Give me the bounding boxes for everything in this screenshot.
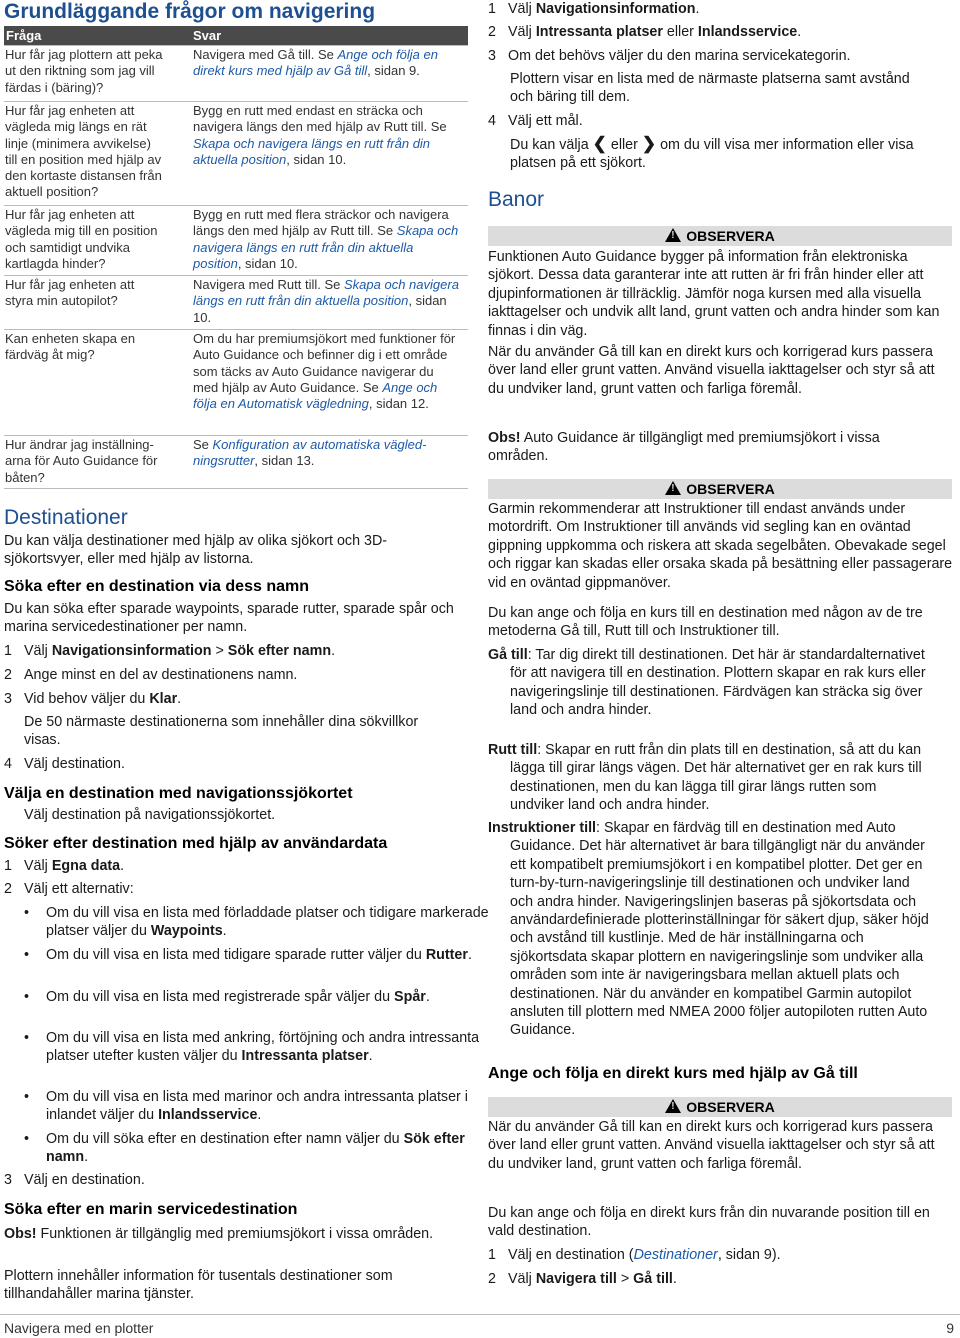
table-cell-question (5, 47, 185, 96)
link-destinations[interactable]: Destinationer (633, 1247, 718, 1263)
marine-step-4: 4 Välj ett mål. (488, 113, 583, 129)
question-line: till en position med hjälp av (5, 151, 162, 167)
subsection-title-marine: Söka efter en marin servicedestination (4, 1201, 298, 1218)
courses-note: Obs! Auto Guidance är tillgängligt med premiumsjökort i vissa områden. (488, 430, 880, 465)
chevron-right-icon: ❯ (641, 134, 657, 153)
warning-icon: ! (665, 1099, 681, 1113)
table-bottom-divider (4, 488, 468, 489)
table-cell-answer: Bygg en rutt med flera sträckor och navigera längs den med hjälp av Rutt till. Se Skapa och navigera längs en rutt från din aktuella position, sidan 10. (193, 207, 459, 271)
search-name-step-3-note: De 50 närmaste destinationerna som innehåller dina sökvillkor visas. (24, 714, 419, 749)
goto-para: Du kan ange och följa en direkt kurs från din nuvarande position till en vald destination. (488, 1205, 930, 1240)
option-list-item: • Om du vill visa en lista med tidigare sparade rutter väljer du Rutter. (24, 947, 472, 963)
bullet-icon: • (24, 1030, 30, 1046)
table-row-divider (4, 101, 468, 102)
warning-banner-1: ! OBSERVERA (488, 226, 952, 246)
goto-step-1: 1 Välj en destination (Destinationer, sidan 9). (488, 1247, 781, 1263)
marine-text: Plottern innehåller information för tusentals destinationer som tillhandahåller marina tjänster. (4, 1268, 393, 1303)
page-number: 9 (946, 1320, 954, 1336)
search-name-intro: Du kan söka efter sparade waypoints, sparade rutter, sparade spår och marina servicedestinationer per namn. (4, 601, 454, 636)
question-line: färdväg åt mig? (5, 347, 95, 363)
bullet-icon: • (24, 1131, 30, 1147)
question-line: vägleda mig till en position (5, 223, 158, 239)
option-list-item: • Om du vill söka efter en destination efter namn väljer du Sök efter namn. (24, 1131, 465, 1166)
bullet-icon: • (24, 947, 30, 963)
courses-para-2: Du kan ange och följa en kurs till en destination med någon av de tre metoderna Gå till, Rutt till och Instruktioner till. (488, 605, 923, 640)
table-cell-answer: Se Konfiguration av automatiska vägledningsrutter, sidan 13. (193, 437, 427, 469)
subsection-title-nav-chart: Välja en destination med navigationssjökortet (4, 785, 353, 802)
definition-term: Gå till (488, 647, 528, 663)
section-title-destinations: Destinationer (4, 506, 128, 529)
cross-reference-link[interactable]: Skapa och navigera längs en rutt från din aktuella position (193, 135, 431, 167)
table-row-divider (4, 329, 468, 330)
question-line: Hur får jag plottern att peka (5, 47, 163, 62)
question-line: båten? (5, 469, 45, 485)
user-data-step-1: 1 Välj Egna data. (4, 858, 125, 874)
option-list-item: • Om du vill visa en lista med förladdade platser och tidigare markerade platser väljer du Waypoints. (24, 905, 489, 940)
subsection-title-search-name: Söka efter en destination via dess namn (4, 578, 309, 595)
table-cell-answer: Navigera med Gå till. Se Ange och följa en direkt kurs med hjälp av Gå till, sidan 9. (193, 47, 438, 79)
table-row-divider (4, 45, 468, 46)
table-cell-answer: Om du har premiumsjökort med funktioner för Auto Guidance och befinner dig i ett område som täcks av Auto Guidance navigerar du med hjälp av Auto Guidance. Se Ange och följa en Automatisk vägledning, sidan 12. (193, 331, 456, 412)
marine-step-4-note: Du kan välja ❮ eller ❯ om du vill visa mer information eller visa platsen på ett sjökort. (510, 134, 914, 172)
search-name-step-1: 1 Välj Navigationsinformation > Sök efter namn. (4, 643, 336, 659)
question-line: den kortaste distansen från (5, 168, 162, 184)
marine-step-3-note: Plottern visar en lista med de närmaste platserna samt avstånd och bäring till dem. (510, 71, 910, 106)
definition-item: Instruktioner till: Skapar en färdväg till en destination med Auto Guidance. Det här alternativet är bara tillgängligt när du använder ett kompatibelt premiumsjökort i en kompatibel plotter. Det ger en turn-by-turn-navigeringslinje till destinationen och undviker land och andra hinder. Navigeringslinjen baseras på sjökortsdata och användardefinierade plotterinställningar för säkert djup, säker höjd och avstånd till kustlinje. Med de här inställningarna och sjökortsdata skapar plottern en navigeringslinje som undviker alla områden som inte är navigeringsbara mellan aktuell plats och destinationen. När du använder en kompatibel Garmin autopilot ansluten till plottern med NMEA 2000 följer autopiloten rutten Auto Guidance. (488, 820, 929, 1039)
table-cell-question (5, 437, 185, 486)
warning-banner-3: ! OBSERVERA (488, 1097, 952, 1117)
subsection-title-user-data: Söker efter destination med hjälp av användardata (4, 835, 388, 852)
destinations-intro: Du kan välja destinationer med hjälp av olika sjökort och 3D-sjökortsvyer, eller med hjälp av listorna. (4, 533, 388, 568)
cross-reference-link[interactable]: Ange och följa en direkt kurs med hjälp av Gå till (193, 47, 438, 79)
search-name-step-4: 4 Välj destination. (4, 756, 125, 772)
section-title-courses: Banor (488, 188, 545, 211)
bullet-icon: • (24, 905, 30, 921)
marine-step-2: 2 Välj Intressanta platser eller Inlandsservice. (488, 24, 802, 40)
faq-table-header (4, 26, 468, 46)
option-list-item: • Om du vill visa en lista med registrerade spår väljer du Spår. (24, 989, 430, 1005)
question-line: kartlagda hinder? (5, 255, 106, 271)
definition-item: Rutt till: Skapar en rutt från din plats till en destination, så att du kan lägga till girar längs vägen. Det här alternativet ger en rak kurs till destinationen, men du kan lägga till girar längs rutten som undviker land och andra hinder. (488, 742, 922, 814)
marine-note: Obs! Funktionen är tillgänglig med premiumsjökort i vissa områden. (4, 1226, 434, 1242)
table-cell-question (5, 331, 185, 364)
option-list-item: • Om du vill visa en lista med ankring, förtöjning och andra intressanta platser utefter kusten väljer du Intressanta platser. (24, 1030, 480, 1065)
cross-reference-link[interactable]: Ange och följa en Automatisk vägledning (193, 379, 438, 412)
table-row-divider (4, 275, 468, 276)
warning-banner-2: ! OBSERVERA (488, 479, 952, 499)
question-line: aktuell position? (5, 184, 99, 200)
table-cell-question (5, 207, 185, 272)
definition-term: Rutt till (488, 742, 538, 758)
table-cell-answer: Bygg en rutt med endast en sträcka och navigera längs den med hjälp av Rutt till. Se Skapa och navigera längs en rutt från din aktuella position, sidan 10. (193, 103, 447, 167)
question-line: Hur får jag enheten att (5, 207, 135, 222)
bullet-icon: • (24, 989, 30, 1005)
question-line: arna för Auto Guidance för (5, 453, 158, 469)
option-list-item: • Om du vill visa en lista med marinor och andra intressanta platser i inlandet väljer du Inlandsservice. (24, 1089, 468, 1124)
footer-divider (0, 1314, 960, 1315)
warning-icon: ! (665, 228, 681, 242)
question-line: ut den riktning som jag vill (5, 63, 155, 79)
question-line: styra min autopilot? (5, 293, 118, 309)
table-cell-answer: Navigera med Rutt till. Se Skapa och navigera längs en rutt från din aktuella position, sidan 10. (193, 277, 459, 325)
user-data-step-3: 3 Välj en destination. (4, 1172, 145, 1188)
question-line: och samtidigt undvika (5, 239, 131, 255)
cross-reference-link[interactable]: Skapa och navigera längs en rutt från din aktuella position (193, 223, 459, 271)
question-line: Hur ändrar jag inställning- (5, 437, 154, 452)
bullet-icon: • (24, 1089, 30, 1105)
courses-warning-1-text: Funktionen Auto Guidance bygger på information från elektroniska sjökort. Dessa data garanterar inte att rutten är fri från hinder eller att djupinformationen är tillräcklig. Jämför noga kursen med alla visuella iakttagelser och undvik allt land, grunt vatten och andra hinder som kan finnas i din väg. (488, 249, 940, 339)
courses-para-1: När du använder Gå till kan en direkt kurs och korrigerad kurs passera över land eller grunt vatten. Använd visuella iakttagelser och styr så att du undviker land, grunt vatten och farliga föremål. (488, 344, 935, 397)
question-line: Hur får jag enheten att (5, 103, 135, 118)
user-data-step-2: 2 Välj ett alternativ: (4, 881, 134, 897)
courses-warning-2-text: Garmin rekommenderar att Instruktioner till endast används under motordrift. Om Instruktioner till används vid segling kan en oväntad gippning uppkomma och riskera att skada segelbåten. Obevakade segel och riggar kan skadas eller orsaka skada på besättning eller passagerare vid en oväntad gippmanöver. (488, 501, 953, 591)
table-row-divider (4, 205, 468, 206)
definition-term: Instruktioner till (488, 820, 597, 836)
question-line: vägleda mig längs en rät (5, 119, 147, 135)
subsection-title-goto: Ange och följa en direkt kurs med hjälp av Gå till (488, 1065, 858, 1082)
goto-warning-text: När du använder Gå till kan en direkt kurs och korrigerad kurs passera över land eller grunt vatten. Använd visuella iakttagelser och styr så att du undviker land, grunt vatten och farliga föremål. (488, 1119, 935, 1172)
column-header-answer: Svar (193, 28, 222, 43)
table-row-divider (4, 435, 468, 436)
table-cell-question (5, 277, 185, 310)
question-line: Kan enheten skapa en (5, 331, 136, 346)
cross-reference-link[interactable]: Konfiguration av automatiska vägledningsrutter (193, 437, 427, 469)
table-cell-question (5, 103, 185, 201)
search-name-step-2: 2 Ange minst en del av destinationens namn. (4, 667, 298, 683)
question-line: Hur får jag enheten att (5, 277, 135, 292)
footer-section-name: Navigera med en plotter (4, 1320, 154, 1336)
chevron-left-icon: ❮ (592, 134, 607, 153)
question-line: färdas i (bäring)? (5, 79, 104, 95)
question-line: linje (minimera avvikelse) (5, 135, 151, 151)
definition-item: Gå till: Tar dig direkt till destinationen. Det här är standardalternativet för att navigera till en destination. Plottern skapar en rak kurs eller navigeringslinje till destinationen. Färdvägen kan sträcka sig över land och andra hinder. (488, 647, 926, 719)
warning-icon: ! (665, 481, 681, 495)
goto-step-2: 2 Välj Navigera till > Gå till. (488, 1271, 677, 1287)
cross-reference-link[interactable]: Skapa och navigera längs en rutt från din aktuella position (193, 277, 459, 309)
search-name-step-3: 3 Vid behov väljer du Klar. (4, 691, 182, 707)
column-header-question: Fråga (6, 28, 42, 43)
marine-step-1: 1 Välj Navigationsinformation. (488, 1, 700, 17)
page-title: Grundläggande frågor om navigering (4, 0, 376, 23)
marine-step-3: 3 Om det behövs väljer du den marina servicekategorin. (488, 48, 851, 64)
nav-chart-text: Välj destination på navigationssjökortet. (24, 807, 276, 823)
